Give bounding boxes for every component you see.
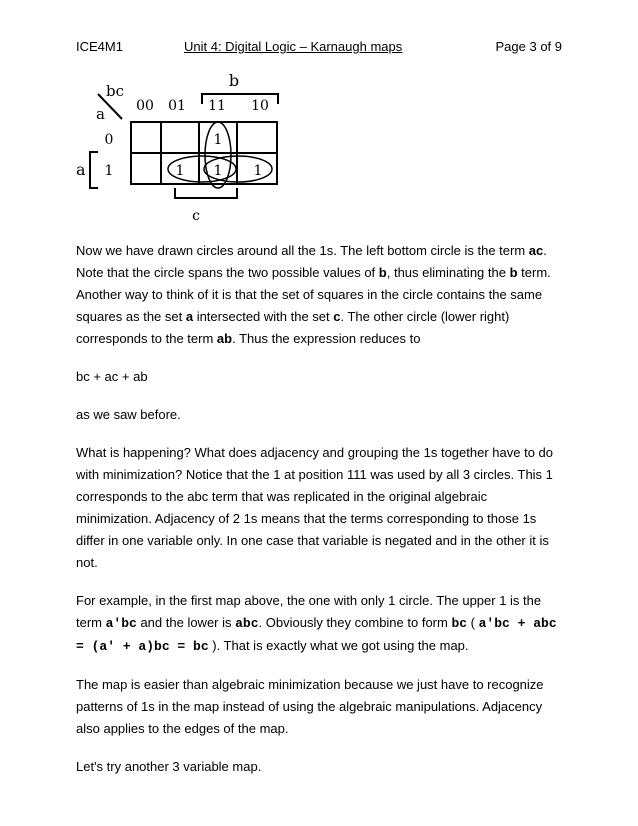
corner-label-a: a: [96, 105, 105, 123]
page-header: [76, 39, 562, 57]
paragraph: [76, 590, 566, 658]
term-code: a'bc + abc = (a' + a)bc = bc: [76, 616, 557, 654]
row-label: 1: [104, 163, 114, 179]
var-label-a: a: [76, 160, 86, 179]
unit-title: Unit 4: Digital Logic – Karnaugh maps: [184, 39, 403, 54]
text-run: . Thus the expression reduces to: [232, 331, 421, 346]
paragraph: The map is easier than algebraic minimization because we just have to recognize patterns of 1s in the map instead of using the algebraic manipulations. Adjacency also applies to the edges of the map.: [76, 677, 544, 736]
term-code: bc: [451, 616, 468, 631]
term-code: abc: [235, 616, 259, 631]
kmap-cell-value: 1: [213, 163, 223, 179]
text-run: For example, in the first map above, the one with only 1 circle. The upper 1 is the term: [76, 593, 542, 630]
paragraph: as we saw before.: [76, 407, 181, 422]
paragraph: [76, 240, 566, 350]
col-label: 11: [208, 98, 226, 114]
term-b: b: [378, 265, 387, 280]
col-label: 10: [251, 98, 269, 114]
corner-label-bc: bc: [106, 82, 125, 100]
body-text: [76, 240, 566, 794]
expression: bc + ac + ab: [76, 369, 148, 384]
var-label-b: b: [228, 72, 240, 90]
col-label: 00: [136, 98, 154, 114]
paragraph: Let's try another 3 variable map.: [76, 759, 262, 774]
a-bracket: [90, 152, 98, 188]
karnaugh-map: [72, 72, 292, 230]
col-label: 01: [168, 98, 186, 114]
kmap-cell-value: 1: [253, 163, 263, 179]
term-ac: ac: [528, 243, 544, 258]
text-run: Now we have drawn circles around all the 1s. The left bottom circle is the term: [76, 243, 529, 258]
text-run: (: [467, 615, 479, 630]
term-a: a: [185, 309, 194, 324]
term-ab: ab: [216, 331, 233, 346]
text-run: . The other circle (lower right) corresponds to the term: [76, 309, 510, 346]
text-run: term. Another way to think of it is that the set of squares in the circle contains the same squares as the set: [76, 265, 551, 324]
page-number: Page 3 of 9: [495, 39, 562, 54]
term-c: c: [333, 309, 341, 324]
text-run: intersected with the set: [193, 309, 334, 324]
var-label-c: c: [192, 208, 200, 224]
course-code: ICE4M1: [76, 39, 123, 54]
kmap-cell-value: 1: [213, 132, 223, 148]
text-run: , thus eliminating the: [386, 265, 510, 280]
text-run: and the lower is: [136, 615, 236, 630]
c-bracket: [175, 188, 237, 198]
kmap-cell-value: 1: [175, 163, 185, 179]
text-run: . Note that the circle spans the two possible values of: [76, 243, 547, 280]
term-code: a'bc: [105, 616, 137, 631]
term-b: b: [509, 265, 518, 280]
paragraph: What is happening? What does adjacency and grouping the 1s together have to do with minimization? Notice that the 1 at position 111 was used by all 3 circles. This 1 corresponds to the abc term that was replicated in the original algebraic minimization. Adjacency of 2 1s means that the terms corresponding to those 1s differ in one variable only. In one case that variable is negated and in the other it is not.: [76, 445, 553, 570]
text-run: . Obviously they combine to form: [258, 615, 452, 630]
text-run: ). That is exactly what we got using the map.: [208, 638, 469, 653]
row-label: 0: [104, 132, 114, 148]
